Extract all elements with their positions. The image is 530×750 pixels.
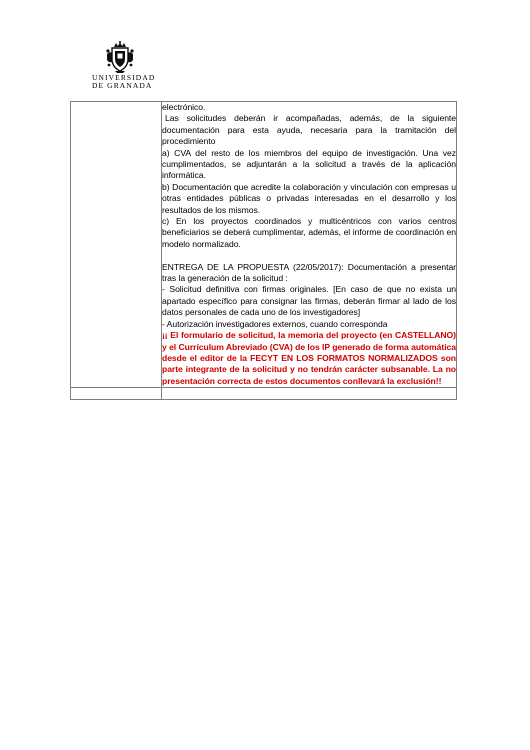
text-paragraph: - Autorización investigadores externos, cuando corresponda	[162, 318, 388, 329]
university-crest-icon	[103, 40, 137, 74]
warning-paragraph: ¡¡ El formulario de solicitud, la memoria del proyecto (en CASTELLANO) y el Currículum Abreviado (CVA) de los IP generado de forma automática desde el editor de la FECYT EN LOS FORMATOS NORMALIZADOS son parte integrante de la solicitud y no tendrán carácter subsanable. La no presentación correcta de estos documentos conllevará la exclusión!!	[162, 330, 456, 386]
table-row	[71, 102, 457, 388]
table-cell-content	[162, 102, 457, 388]
text-paragraph: electrónico.	[162, 102, 206, 112]
table-row	[71, 388, 457, 400]
text-paragraph: c) En los proyectos coordinados y multicéntricos con varios centros beneficiarios se deberá cumplimentar, además, el informe de coordinación en modelo normalizado.	[162, 216, 456, 249]
text-paragraph: ENTREGA DE LA PROPUESTA (22/05/2017): Documentación a presentar tras la generación de la solicitud :	[162, 261, 456, 284]
spacer	[162, 250, 456, 261]
table-cell-empty	[71, 102, 162, 388]
logo-line-1: UNIVERSIDAD	[92, 73, 156, 82]
university-logo	[92, 40, 156, 90]
table-cell-empty	[71, 388, 162, 400]
text-paragraph: - Solicitud definitiva con firmas originales. [En caso de que no exista un apartado específico para consignar las firmas, deberán firmar al lado de los datos personales de cada uno de los investigadores]	[162, 284, 456, 318]
text-paragraph: b) Documentación que acredite la colaboración y vinculación con empresas u otras entidades públicas o privadas interesadas en el desarrollo y los resultados de los mismos.	[162, 181, 456, 215]
text-paragraph: Las solicitudes deberán ir acompañadas, además, de la siguiente documentación para esta ayuda, necesaria para la tramitación del procedimiento	[162, 113, 456, 147]
logo-line-2: DE GRANADA	[92, 81, 153, 90]
table-cell-empty	[162, 388, 457, 400]
text-paragraph: a) CVA del resto de los miembros del equipo de investigación. Una vez cumplimentados, se adjuntarán a la solicitud a través de la aplicación informática.	[162, 147, 456, 181]
content-table	[70, 101, 457, 400]
